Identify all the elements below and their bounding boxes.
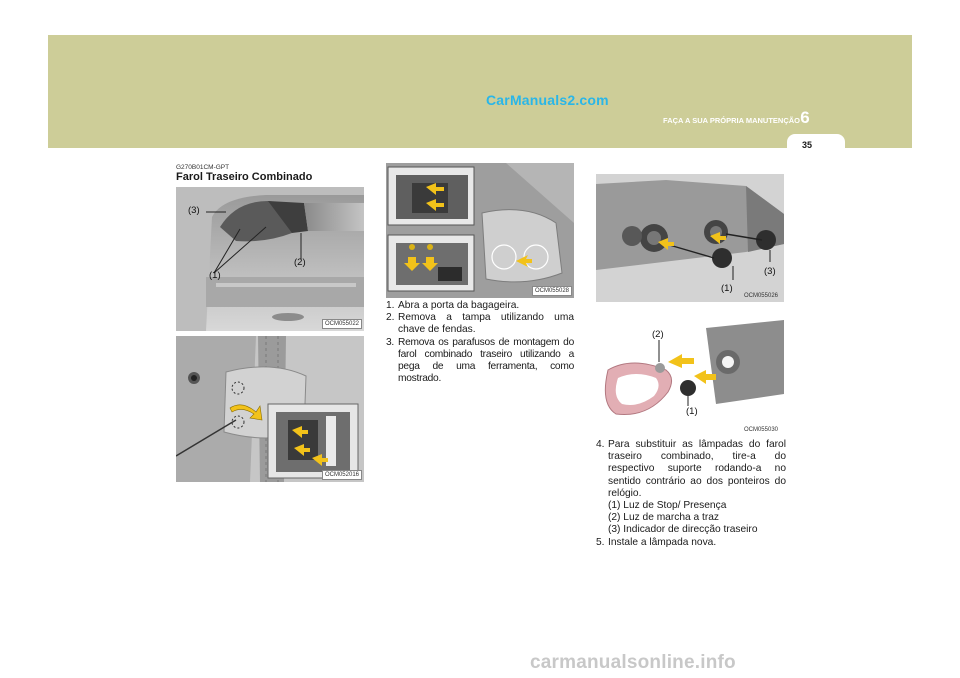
callout-3: (3) [764, 266, 776, 277]
site-link[interactable]: CarManuals2.com [486, 92, 609, 108]
tailgate-cover-illustration [386, 163, 574, 298]
lamp-unit-illustration [596, 174, 784, 302]
page-number: 35 [801, 140, 812, 150]
callout-1: (1) [686, 406, 698, 417]
step-sub-item: (2) Luz de marcha a traz [608, 512, 719, 524]
section-title: FAÇA A SUA PRÓPRIA MANUTENÇÃO [663, 116, 800, 125]
figure-code: OCM055030 [743, 427, 778, 433]
figure-code: OCM055028 [532, 286, 572, 296]
footer-watermark: carmanualsonline.info [530, 652, 736, 673]
figure-rear-lamp-exterior [176, 187, 364, 331]
step-item: 2. Remova a tampa utilizando uma chave de fendas. [386, 312, 574, 336]
page-title: Farol Traseiro Combinado [176, 171, 313, 183]
callout-3: (3) [188, 205, 200, 216]
chapter-number: 6 [800, 108, 810, 127]
callout-2: (2) [652, 329, 664, 340]
step-item: 4. Para substituir as lâmpadas do farol traseiro combinado, tire-a do respectivo suporte rodando-a no sentido contrário ao dos ponteiros do relógio. [596, 439, 786, 499]
figure-code: OCM052016 [322, 470, 362, 480]
figure-code: OCM055022 [322, 319, 362, 329]
callout-1: (1) [209, 270, 221, 281]
figure-lamp-unit [596, 174, 784, 302]
figure-bulb-removal [596, 318, 784, 436]
callout-1: (1) [721, 283, 733, 294]
trim-panel-illustration [176, 336, 364, 482]
step-sub-item: (3) Indicador de direcção traseiro [608, 524, 758, 536]
figure-tailgate-cover [386, 163, 574, 298]
figure-trim-panel [176, 336, 364, 482]
rear-lamp-exterior-illustration [176, 187, 364, 331]
figure-code: OCM055026 [743, 293, 778, 299]
step-item: 1. Abra a porta da bagageira. [386, 300, 520, 311]
step-sub-item: (1) Luz de Stop/ Presença [608, 500, 727, 512]
callout-2: (2) [294, 257, 306, 268]
steps-list-b [596, 439, 786, 549]
bulb-removal-illustration [596, 318, 784, 436]
section-code: G270B01CM-GPT [176, 164, 230, 171]
step-item: 3. Remova os parafusos de montagem do farol combinado traseiro utilizando a pega de uma ferramenta, como mostrado. [386, 336, 574, 385]
steps-list-a [386, 300, 574, 385]
step-item: 5. Instale a lâmpada nova. [596, 536, 717, 548]
header-band [48, 35, 912, 148]
